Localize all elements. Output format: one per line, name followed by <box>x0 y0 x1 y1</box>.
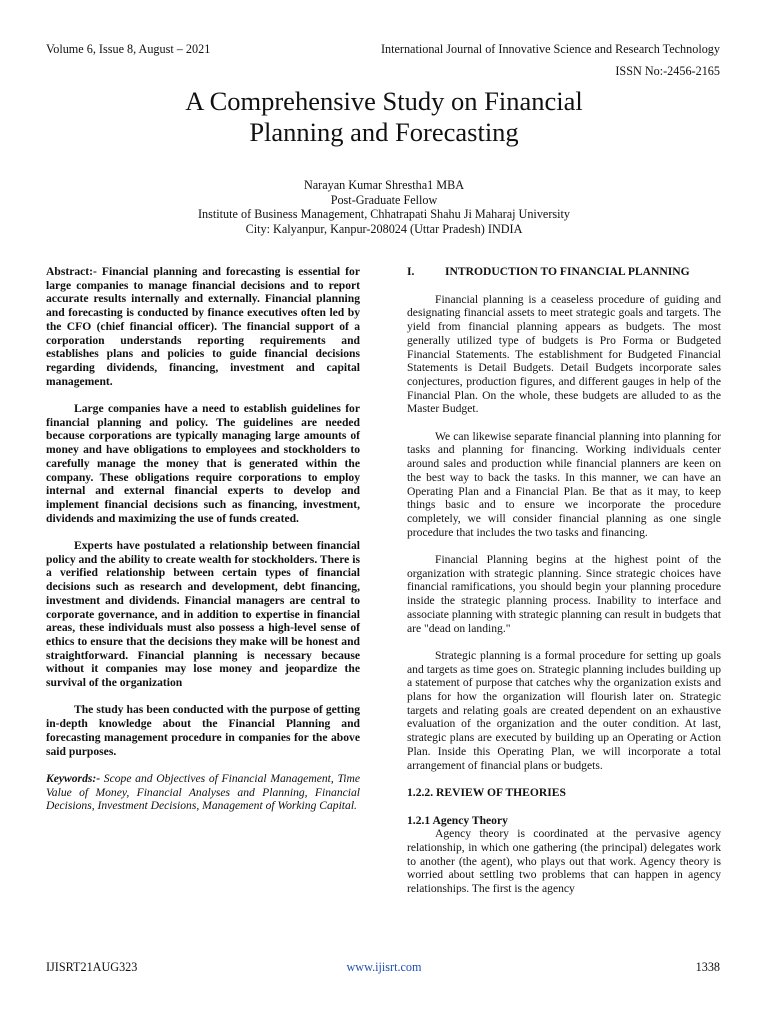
paragraph: Financial Planning begins at the highest point of the organization with strategic planning. Since strategic choices have financial ramifications, you should begin your planning procedure inside the strategic planning process. Inability to interface and associate planning with strategic planning can result in budgets that are "dead on landing." <box>407 553 721 635</box>
paragraph: Financial planning is a ceaseless procedure of guiding and designating financial assets to meet strategic goals and targets. The yield from financial planning appears as budgets. The most generally utilized type of budgets is Pro Forma or Budgeted Financial Statements. The establishment for Budgeted Financial Statements is Detail Budgets. Detail Budgets incorporate sales conjectures, production figures, and different gauges in help of the Financial Plan. On the whole, these budgets are alluded to as the Master Budget. <box>407 292 721 416</box>
paragraph: We can likewise separate financial planning into planning for tasks and planning for financing. Working individuals center around sales and production while financial planners are keen on the best way to back the tasks. In this manner, we can have an Operating Plan and a Financial Plan. Be that as it may, to keep things basic and to ensure we incorporate the procedure completely, we will consider financial planning as one single procedure that includes the two tasks and financing. <box>407 429 721 539</box>
author-institute: Institute of Business Management, Chhatrapati Shahu Ji Maharaj University <box>198 207 570 222</box>
author-name: Narayan Kumar Shrestha1 MBA <box>303 178 465 192</box>
section-number: I. <box>407 265 415 278</box>
right-column <box>407 265 721 910</box>
issn: ISSN No:-2456-2165 <box>615 64 720 78</box>
paper-title <box>0 86 768 148</box>
author-block <box>0 178 768 236</box>
keywords <box>46 772 360 813</box>
author-city: City: Kalyanpur, Kanpur-208024 (Uttar Pradesh) INDIA <box>245 221 523 236</box>
paragraph: The study has been conducted with the purpose of getting in-depth knowledge about the Financial Planning and forecasting management procedure in companies for the above said purposes. <box>46 703 360 758</box>
title-line-1: A Comprehensive Study on Financial <box>185 86 583 116</box>
page-number: 1338 <box>695 960 720 974</box>
section-heading <box>407 265 721 279</box>
journal-website-link[interactable]: www.ijisrt.com <box>346 960 422 974</box>
paragraph: Large companies have a need to establish guidelines for financial planning and policy. The guidelines are needed because corporations are typically managing large amounts of money and have obligations to employees and stockholders to carefully manage the money that is generated within the company. These obligations require corporations to employ internal and external financial experts to develop and implement financial decisions such as financing, investment, dividends and maximizing the use of funds created. <box>46 402 360 525</box>
title-line-2: Planning and Forecasting <box>249 117 519 147</box>
left-column <box>46 265 360 827</box>
abstract: Abstract:- Financial planning and forecasting is essential for large companies to manage financial decisions and to report accurate results internally and externally. Financial planning and forecasting is conducted by finance executives often led by the CFO (chief financial officer). The financial support of a corporation understands reporting requirements and establishes plans and policies to guide financial decisions regarding dividends, financing, investment and capital management. <box>46 265 360 388</box>
section-title: INTRODUCTION TO FINANCIAL PLANNING <box>445 265 690 278</box>
keywords-label: Keywords:- <box>46 771 101 785</box>
subsection-heading: 1.2.2. REVIEW OF THEORIES <box>407 785 566 799</box>
journal-volume: Volume 6, Issue 8, August – 2021 <box>46 42 211 56</box>
author-position: Post-Graduate Fellow <box>330 192 438 207</box>
journal-name: International Journal of Innovative Science and Research Technology <box>380 42 720 56</box>
subsubsection-heading: 1.2.1 Agency Theory <box>407 813 508 827</box>
keywords-text: Scope and Objectives of Financial Management, Time Value of Money, Financial Analyses and Planning, Financial Decisions, Investment Decisions, Management of Working Capital. <box>46 771 360 813</box>
paragraph: Agency theory is coordinated at the pervasive agency relationship, in which one gathering (the principal) delegates work to another (the agent), who plays out that work. Agency theory is worried about settling two problems that can happen in agency relationships. The first is the agency <box>407 827 721 896</box>
paper-id: IJISRT21AUG323 <box>46 960 138 974</box>
paragraph: Experts have postulated a relationship between financial policy and the ability to create wealth for stockholders. There is a verified relationship between certain types of financial decisions such as research and development, debt financing, investment and dividends. Financial managers are central to corporate governance, and in addition to expertise in financial areas, these individuals must also possess a high-level sense of ethics to ensure that the decisions they make will be honest and straightforward. Financial planning is necessary because without it companies may lose money and jeopardize the survival of the organization <box>46 539 360 690</box>
paragraph: Strategic planning is a formal procedure for setting up goals and targets as time goes on. Strategic planning includes building up a statement of purpose that catches why the organization exists and plans for how the organization will flourish later on. Strategic targets and relating goals are created dependent on an exhaustive evaluation of the organization and the outer condition. At last, strategic plans are executed by building up an Operating or Action Plan. Inside this Operating Plan, we will incorporate a total arrangement of financial plans or budgets. <box>407 648 721 772</box>
